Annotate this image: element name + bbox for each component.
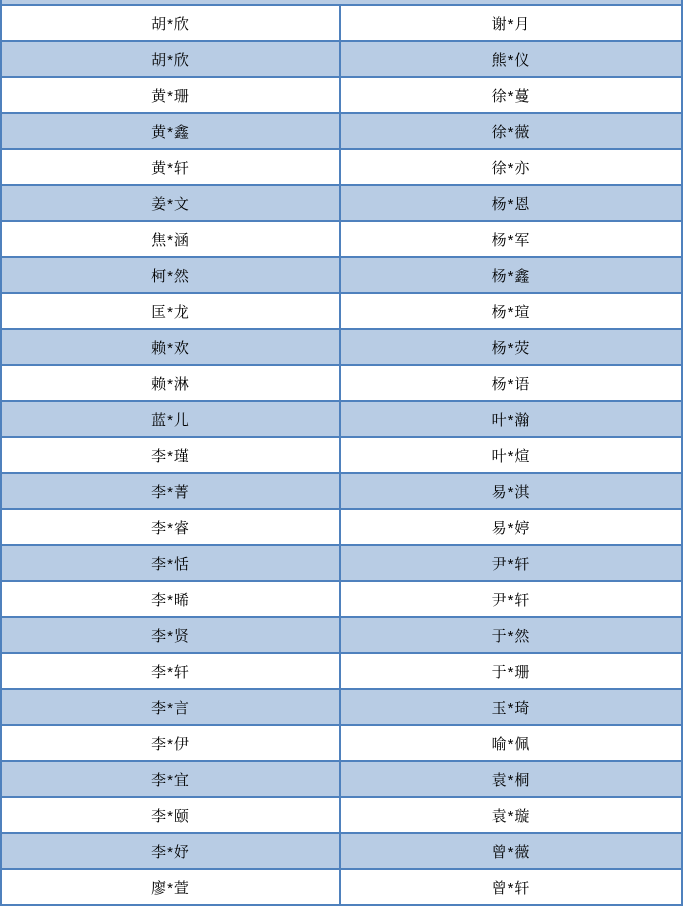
name-cell-left: 蓝*儿 — [2, 402, 341, 436]
name-cell-left: 胡*欣 — [2, 42, 341, 76]
name-cell-right: 熊*仪 — [491, 51, 531, 69]
table-row — [2, 438, 681, 474]
table-row — [2, 186, 681, 222]
table-row — [2, 654, 681, 690]
name-cell-right: 叶*瀚 — [491, 411, 531, 429]
table-row — [2, 78, 681, 114]
table-row — [2, 330, 681, 366]
table-row — [2, 798, 681, 834]
table-row — [2, 150, 681, 186]
table-row — [2, 870, 681, 906]
name-cell-left: 胡*欣 — [2, 6, 341, 40]
name-cell-left: 赖*欢 — [2, 330, 341, 364]
table-row — [2, 618, 681, 654]
name-cell-left: 李*伊 — [2, 726, 341, 760]
table-row — [2, 582, 681, 618]
name-cell-right: 杨*鑫 — [491, 267, 531, 285]
name-cell-right: 徐*薇 — [491, 123, 531, 141]
name-cell-right: 叶*煊 — [491, 447, 531, 465]
name-cell-left: 焦*涵 — [2, 222, 341, 256]
name-cell-right: 玉*琦 — [491, 699, 531, 717]
name-cell-right: 于*珊 — [491, 663, 531, 681]
name-cell-left: 李*恬 — [2, 546, 341, 580]
name-cell-left: 黄*珊 — [2, 78, 341, 112]
name-cell-right: 喻*佩 — [491, 735, 531, 753]
name-cell-right: 易*婷 — [491, 519, 531, 537]
name-cell-right: 于*然 — [491, 627, 531, 645]
name-cell-right: 尹*轩 — [491, 555, 531, 573]
name-cell-left: 李*睿 — [2, 510, 341, 544]
name-cell-right: 徐*亦 — [491, 159, 531, 177]
name-cell-left: 李*菁 — [2, 474, 341, 508]
name-cell-right: 徐*蔓 — [491, 87, 531, 105]
name-cell-left: 李*瑾 — [2, 438, 341, 472]
name-cell-left: 姜*文 — [2, 186, 341, 220]
table-row — [2, 546, 681, 582]
table-row — [2, 366, 681, 402]
name-cell-right: 杨*军 — [491, 231, 531, 249]
table-row — [2, 114, 681, 150]
table-row — [2, 294, 681, 330]
name-cell-right: 尹*轩 — [491, 591, 531, 609]
name-cell-left: 李*贤 — [2, 618, 341, 652]
table-row — [2, 402, 681, 438]
name-cell-left: 李*宜 — [2, 762, 341, 796]
name-cell-left: 廖*萱 — [2, 870, 341, 904]
table-row — [2, 474, 681, 510]
name-cell-left: 李*言 — [2, 690, 341, 724]
name-cell-right: 杨*荧 — [491, 339, 531, 357]
table-row — [2, 6, 681, 42]
name-cell-left: 黄*鑫 — [2, 114, 341, 148]
name-cell-right: 杨*瑄 — [491, 303, 531, 321]
table-row — [2, 222, 681, 258]
name-cell-left: 李*轩 — [2, 654, 341, 688]
name-cell-left: 赖*淋 — [2, 366, 341, 400]
name-cell-right: 袁*璇 — [491, 807, 531, 825]
table-row — [2, 510, 681, 546]
name-cell-right: 谢*月 — [491, 15, 531, 33]
table-row — [2, 690, 681, 726]
name-cell-right: 杨*恩 — [491, 195, 531, 213]
name-cell-left: 李*妤 — [2, 834, 341, 868]
name-cell-right: 曾*轩 — [491, 879, 531, 897]
table-row — [2, 42, 681, 78]
name-cell-right: 袁*桐 — [491, 771, 531, 789]
table-row — [2, 762, 681, 798]
name-cell-right: 曾*薇 — [491, 843, 531, 861]
table-row — [2, 834, 681, 870]
name-cell-left: 李*颐 — [2, 798, 341, 832]
name-cell-left: 柯*然 — [2, 258, 341, 292]
name-cell-left: 匡*龙 — [2, 294, 341, 328]
name-cell-left: 黄*轩 — [2, 150, 341, 184]
name-cell-right: 易*淇 — [491, 483, 531, 501]
name-cell-right: 杨*语 — [491, 375, 531, 393]
table-row — [2, 726, 681, 762]
table-row — [2, 258, 681, 294]
name-cell-left: 李*晞 — [2, 582, 341, 616]
